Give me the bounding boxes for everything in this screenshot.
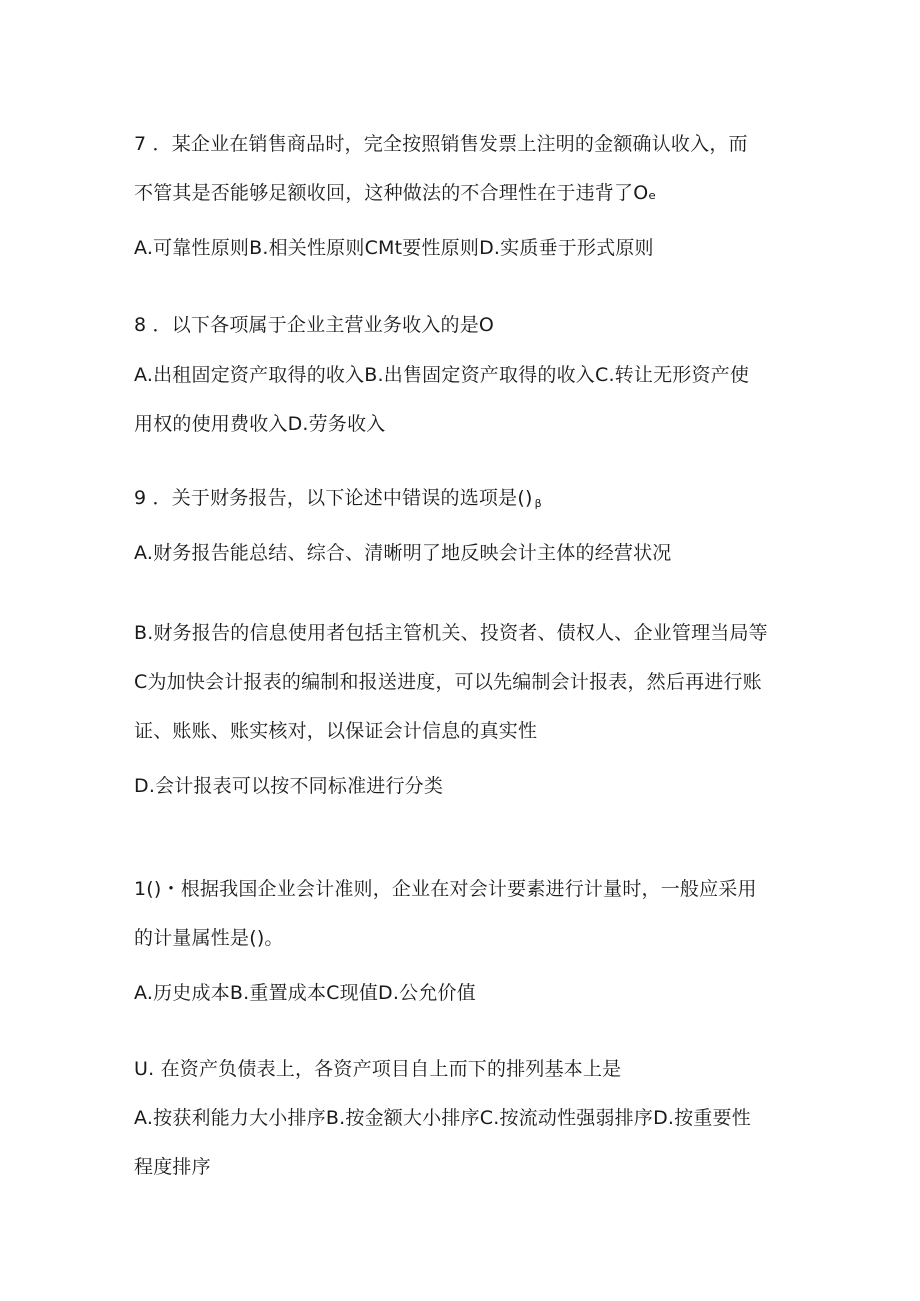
question-11-options-line-1: A.按获利能力大小排序B.按金额大小排序C.按流动性强弱排序D.按重要性 <box>134 1107 751 1129</box>
question-7-options: A.可靠性原则B.相关性原则CMt要性原则D.实质垂于形式原则 <box>134 237 654 259</box>
question-7-stem-line-1: 7 ．某企业在销售商品时，完全按照销售发票上注明的金额确认收入，而 <box>134 133 748 155</box>
question-7-stem-line-2: 不管其是否能够足额收回，这种做法的不合理性在于违背了Oₑ <box>134 182 657 204</box>
question-9-option-a: A.财务报告能总结、综合、清晰明了地反映会计主体的经营状况 <box>134 542 672 564</box>
question-8-options-line-1: A.出租固定资产取得的收入B.出售固定资产取得的收入C.转让无形资产使 <box>134 364 750 386</box>
question-9-option-b: B.财务报告的信息使用者包括主管机关、投资者、债权人、企业管理当局等 <box>134 622 768 644</box>
question-9-stem <box>134 486 542 516</box>
question-9-option-c-line-1: C为加快会计报表的编制和报送进度，可以先编制会计报表，然后再进行账 <box>134 671 762 693</box>
question-9-option-d: D.会计报表可以按不同标准进行分类 <box>134 775 444 797</box>
question-10-stem-line-2: 的计量属性是()。 <box>134 927 284 949</box>
question-8-stem: 8 ．以下各项属于企业主营业务收入的是O <box>134 314 495 336</box>
question-11-options-line-2: 程度排序 <box>134 1156 211 1178</box>
question-10-stem-line-1: 1()・根据我国企业会计准则，企业在对会计要素进行计量时，一般应采用 <box>134 878 757 900</box>
question-9-stem-suffix: β <box>534 497 542 510</box>
question-9-stem-text: 9 ．关于财务报告，以下论述中错误的选项是() <box>134 487 533 509</box>
question-8-options-line-2: 用权的使用费收入D.劳务收入 <box>134 413 386 435</box>
question-10-options: A.历史成本B.重置成本C现值D.公允价值 <box>134 982 476 1004</box>
question-9-option-c-line-2: 证、账账、账实核对，以保证会计信息的真实性 <box>134 720 538 742</box>
question-11-stem: U. 在资产负债表上，各资产项目自上而下的排列基本上是 <box>134 1058 622 1080</box>
